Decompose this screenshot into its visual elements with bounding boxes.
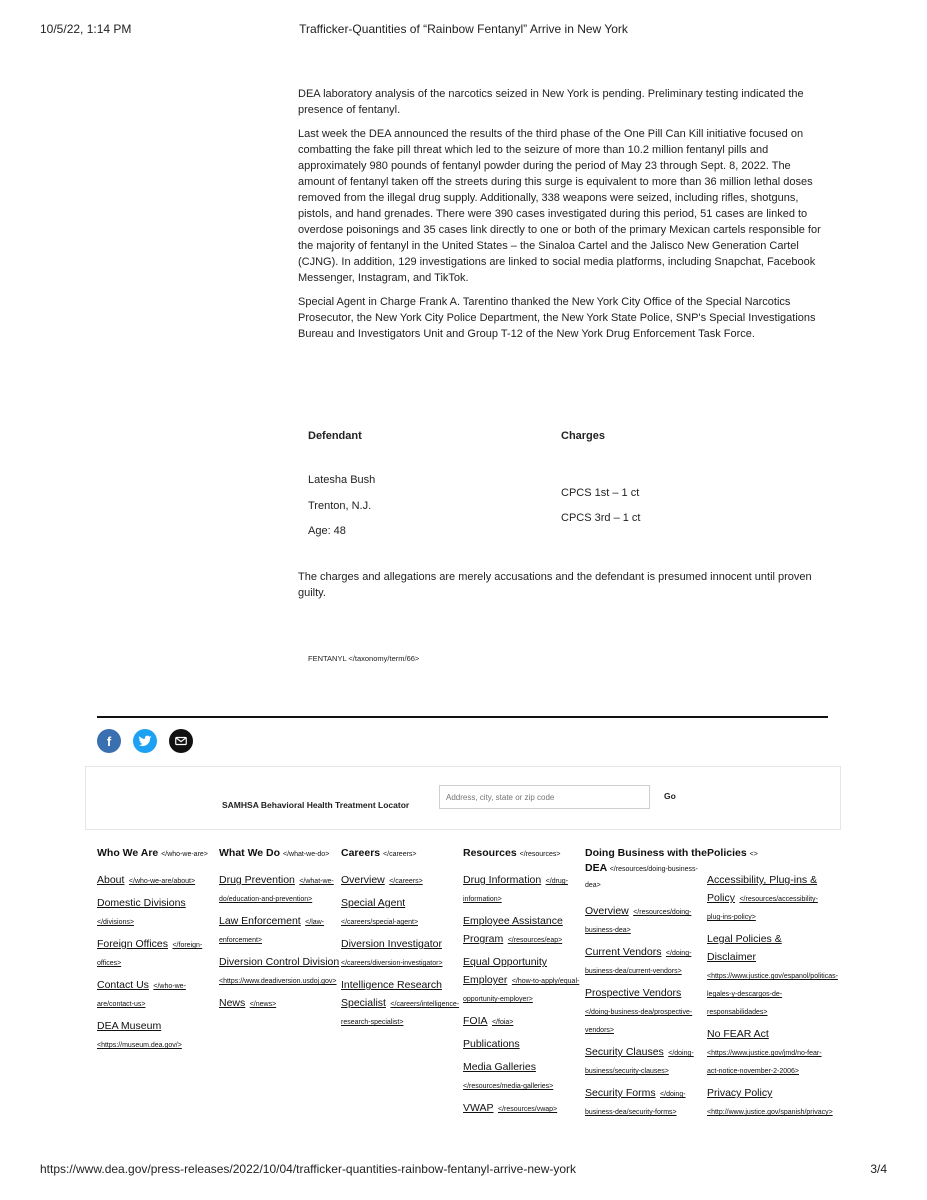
footer-link-prospective-vendors[interactable]: Prospective Vendors </doing-business-dea/prospective-vendors>: [585, 987, 693, 1034]
print-header: [40, 22, 887, 38]
footer-col-policies: [707, 846, 838, 1124]
locator-address-input[interactable]: [439, 785, 650, 809]
footer-link-privacy-policy[interactable]: Privacy Policy <http://www.justice.gov/spanish/privacy>: [707, 1087, 833, 1116]
email-share-button[interactable]: [169, 729, 193, 753]
footer-link-dea-museum[interactable]: DEA Museum <https://museum.dea.gov/>: [97, 1020, 182, 1049]
footer-link-careers-overview[interactable]: Overview </careers>: [341, 874, 423, 886]
footer-heading[interactable]: Who We Are </who-we-are>: [97, 847, 208, 859]
footer-link-current-vendors[interactable]: Current Vendors </doing-business-dea/current-vendors>: [585, 946, 692, 975]
twitter-icon: [138, 734, 152, 748]
charge-item: CPCS 1st – 1 ct: [561, 487, 640, 499]
defendant-name: Latesha Bush: [308, 474, 376, 486]
footer-col-resources: [463, 846, 585, 1121]
presumption-disclaimer: The charges and allegations are merely accusations and the defendant is presumed innocent until proven guilty.: [298, 571, 812, 599]
footer-link-drug-information[interactable]: Drug Information </drug-information>: [463, 874, 569, 903]
footer-link-about[interactable]: About </who-we-are/about>: [97, 874, 196, 886]
charges-column-header: Charges: [561, 430, 606, 442]
footer-heading[interactable]: Doing Business with the DEA </resources/doing-business-dea>: [585, 847, 707, 889]
footer-heading[interactable]: Policies <>: [707, 847, 758, 859]
article-paragraph: Special Agent in Charge Frank A. Tarentino thanked the New York City Office of the Special Narcotics Prosecutor, the New York City Police Department, the New York State Police, SNP's Special Investigations Bureau and Investigators Unit and Group T-12 of the New York Drug Enforcement Task Force.: [298, 296, 816, 340]
footer-link-special-agent[interactable]: Special Agent </careers/special-agent>: [341, 897, 419, 926]
taxonomy-tag-link[interactable]: FENTANYL </taxonomy/term/66>: [308, 654, 420, 663]
footer-link-diversion-control[interactable]: Diversion Control Division <https://www.deadiversion.usdoj.gov>: [219, 956, 340, 985]
defendant-column-header: Defendant: [308, 430, 362, 442]
footer-link-foia[interactable]: FOIA </foia>: [463, 1015, 514, 1027]
locator-go-button[interactable]: Go: [664, 791, 676, 801]
section-divider: [97, 716, 828, 718]
defendant-age: Age: 48: [308, 525, 346, 537]
envelope-icon: [174, 734, 188, 748]
footer-heading[interactable]: Resources </resources>: [463, 847, 561, 859]
footer-col-what-we-do: [219, 846, 341, 1016]
footer-link-foreign-offices[interactable]: Foreign Offices </foreign-offices>: [97, 938, 203, 967]
treatment-locator: [85, 766, 841, 830]
footer-link-business-overview[interactable]: Overview </resources/doing-business-dea>: [585, 905, 692, 934]
print-page-title: Trafficker-Quantities of “Rainbow Fentanyl” Arrive in New York: [299, 22, 628, 36]
footer-link-publications[interactable]: Publications: [463, 1038, 520, 1050]
print-page-number: 3/4: [870, 1162, 887, 1176]
article-body: [298, 86, 830, 350]
footer-heading[interactable]: Careers </careers>: [341, 847, 417, 859]
print-footer: [40, 1162, 887, 1178]
footer-link-law-enforcement[interactable]: Law Enforcement </law-enforcement>: [219, 915, 325, 944]
footer-heading[interactable]: What We Do </what-we-do>: [219, 847, 330, 859]
footer-link-diversion-investigator[interactable]: Diversion Investigator </careers/diversion-investigator>: [341, 938, 443, 967]
print-page-url: https://www.dea.gov/press-releases/2022/10/04/trafficker-quantities-rainbow-fentanyl-arrive-new-york: [40, 1162, 577, 1176]
locator-label: SAMHSA Behavioral Health Treatment Locator: [222, 800, 410, 810]
footer-link-security-forms[interactable]: Security Forms </doing-business-dea/security-forms>: [585, 1087, 686, 1116]
footer-link-domestic-divisions[interactable]: Domestic Divisions </divisions>: [97, 897, 186, 926]
article-paragraph: Last week the DEA announced the results of the third phase of the One Pill Can Kill initiative focused on combatting the fake pill threat which led to the seizure of more than 10.2 million fentanyl pills and approximately 980 pounds of fentanyl powder during the period of May 23 through Sept. 8, 2022. The amount of fentanyl taken off the streets during this surge is equivalent to more than 36 million lethal doses removed from the illegal drug supply. Additionally, 338 weapons were seized, including rifles, shotguns, pistols, and hand grenades. There were 390 cases investigated during this period, 51 cases are linked to overdose poisonings and 35 cases link directly to one or both of the primary Mexican cartels responsible for the majority of fentanyl in the United States – the Sinaloa Cartel and the Jalisco New Generation Cartel (CJNG). In addition, 129 investigations are linked to social media platforms, including Snapchat, Facebook Messenger, Instagram, and TikTok.: [298, 128, 821, 284]
footer-link-legal-policies[interactable]: Legal Policies & Disclaimer <https://www.justice.gov/espanol/politicas-legales-y-descargos-de-responsabilidades>: [707, 933, 838, 1016]
footer-link-media-galleries[interactable]: Media Galleries </resources/media-galleries>: [463, 1061, 554, 1090]
footer-col-doing-business: [585, 846, 707, 1124]
footer-link-drug-prevention[interactable]: Drug Prevention </what-we-do/education-and-prevention>: [219, 874, 334, 903]
footer-link-accessibility[interactable]: Accessibility, Plug-ins & Policy </resources/accessibility-plug-ins-policy>: [707, 874, 818, 921]
defendant-location: Trenton, N.J.: [308, 500, 372, 512]
footer-link-equal-opportunity[interactable]: Equal Opportunity Employer </how-to-apply/equal-opportunity-employer>: [463, 956, 580, 1003]
charge-item: CPCS 3rd – 1 ct: [561, 512, 641, 524]
twitter-share-button[interactable]: [133, 729, 157, 753]
footer-link-contact-us[interactable]: Contact Us </who-we-are/contact-us>: [97, 979, 186, 1008]
print-datetime: 10/5/22, 1:14 PM: [40, 22, 132, 36]
facebook-share-button[interactable]: [97, 729, 121, 753]
footer-link-news[interactable]: News </news>: [219, 997, 277, 1009]
footer-link-security-clauses[interactable]: Security Clauses </doing-business/security-clauses>: [585, 1046, 694, 1075]
footer-col-careers: [341, 846, 463, 1034]
footer-link-intelligence-research[interactable]: Intelligence Research Specialist </careers/intelligence-research-specialist>: [341, 979, 460, 1026]
footer-link-no-fear-act[interactable]: No FEAR Act <https://www.justice.gov/jmd/no-fear-act-notice-november-2-2006>: [707, 1028, 822, 1075]
footer-col-who-we-are: [97, 846, 219, 1057]
article-paragraph: DEA laboratory analysis of the narcotics seized in New York is pending. Preliminary testing indicated the presence of fentanyl.: [298, 88, 804, 116]
footer-link-vwap[interactable]: VWAP </resources/vwap>: [463, 1102, 558, 1114]
footer-link-employee-assistance[interactable]: Employee Assistance Program </resources/eap>: [463, 915, 563, 945]
facebook-icon: f: [106, 733, 112, 749]
